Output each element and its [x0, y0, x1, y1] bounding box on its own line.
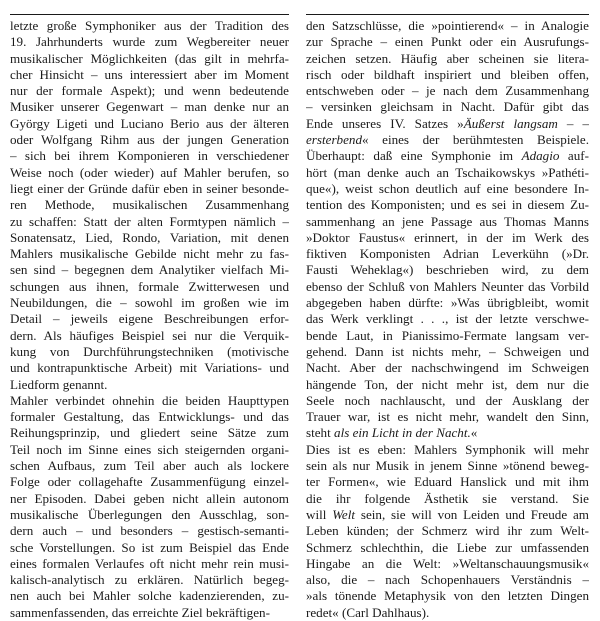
text-line: Reihungsprinzip, und gliedert seine Sätze zum: [10, 425, 289, 441]
text-line: Liedform genannt.: [10, 376, 108, 392]
text-line: Teil noch im Sinne eines sich steigernden organi-: [10, 441, 289, 457]
text-line: letzte große Symphoniker aus der Tradition des: [10, 18, 289, 33]
text-line: entschweben oder – je nach dem Zusammenhang: [306, 83, 589, 99]
text-line: – sich bei ihrem Komponieren in verschiedener: [10, 148, 289, 164]
text-line: Leben künden; der Schmerz wird ihr zum Welt-: [306, 523, 589, 539]
text-line: eines formalen Verlaufes oft nicht mehr rein musi-: [10, 555, 289, 571]
text-line: cher Hinsicht – uns interessiert aber im Moment: [10, 66, 289, 82]
text-line: György Ligeti und Luciano Berio aus der älteren: [10, 115, 289, 131]
text-line: den Satzschlüsse, die »pointierend« – in Analogie: [306, 18, 589, 33]
text-line: zu schaffen: Statt der alten Formtypen nämlich –: [10, 213, 289, 229]
text-line: 19. Jahrhunderts wurde zum Wegbereiter neuer: [10, 34, 289, 50]
text-line: musikalischer Möglichkeiten (das gilt in mehrfa-: [10, 50, 289, 66]
right-text-column: [306, 18, 589, 621]
text-line: Nacht. Aber der nachschwingend im Schweigen: [306, 360, 589, 376]
text-line: schen Aufbaus, zum Teil aber auch als lockere: [10, 458, 289, 474]
text-line: nur der formale Aspekt); und wenn bedeutende: [10, 83, 289, 99]
text-line: tention des Komponisten; und es sei in diesem Zu-: [306, 197, 589, 213]
text-line: »als tönende Metaphysik von den letzten Dingen: [306, 588, 589, 604]
text-line: ner Episoden. Dabei geben nicht allein autonom: [10, 490, 289, 506]
text-line: hört (man denke auch an Tschaikowskys »Pathéti-: [306, 164, 589, 180]
text-line: Sonatensatz, Lied, Rondo, Variation, mit denen: [10, 229, 289, 245]
text-line: ebenso der Schluß von Mahlers Neunter das Vorbild: [306, 278, 589, 294]
text-line: will Welt sein, sie will von Leiden und Freude am: [306, 506, 589, 522]
left-text-column: [10, 18, 289, 621]
text-line: ter Formen«, wie Eduard Hanslick und mit ihm: [306, 474, 589, 490]
text-line: Folge oder collagehafte Zusammenfügung einzel-: [10, 474, 289, 490]
text-line: das Werk verklingt . . ., ist der letzte verschwe-: [306, 311, 589, 327]
text-line: que«), weist schon deutlich auf eine besondere In-: [306, 180, 589, 196]
text-line: Überhaupt: daß eine Symphonie im Adagio auf-: [306, 148, 589, 164]
text-line: sen sind – begegnen dem Analytiker vielfach Mi-: [10, 262, 289, 278]
text-line: ersterbend« eines der berühmtesten Beispiele.: [306, 132, 589, 148]
text-line: die ihr folgende Ästhetik sie verstand. Sie: [306, 490, 589, 506]
text-line: dern. Als häufiges Beispiel sei nur die Verquik-: [10, 327, 289, 343]
text-line: Detail – jeweils eigene Beschreibungen erfor-: [10, 311, 289, 327]
text-line: kalisch-analytisch zu erklären. Natürlich begeg-: [10, 572, 289, 588]
top-rule-left: [10, 14, 289, 15]
text-line: bende Laut, in Pianissimo-Fermate langsam ver-: [306, 327, 589, 343]
text-line: Neubildungen, die – sowohl im großen wie im: [10, 295, 289, 311]
text-line: Seele noch nachlauscht, und der Ausklang der: [306, 392, 589, 408]
text-line: musikalische Überlegungen den Ausschlag, son-: [10, 506, 289, 522]
text-line: Ende unseres IV. Satzes »Äußerst langsam – –: [306, 115, 589, 131]
text-line: ren Methode, musikalischen Zusammenhang: [10, 197, 289, 213]
text-line: kung von Durchführungstechniken (motivische: [10, 343, 289, 359]
text-line: sammenfassenden, das erreichte Ziel bekräftigen-: [10, 604, 270, 620]
text-line: hängende Ton, der nicht mehr ist, dem nur die: [306, 376, 589, 392]
text-line: sein als nur Musik in jenem Sinne »tönend beweg-: [306, 458, 589, 474]
text-line: gehend. Dann ist nichts mehr, – Schweigen und: [306, 343, 589, 359]
text-line: Dies ist es eben: Mahlers Symphonik will mehr: [306, 441, 589, 457]
text-line: nen auch bei Mahler solche kadenzierenden, zu-: [10, 588, 289, 604]
text-line: und kontrapunktische Arbeit) mit Variations- und: [10, 360, 289, 376]
text-line: »Doktor Faustus« erinnert, in der im Werk des: [306, 229, 589, 245]
text-line: risch oder bildhaft inspiriert und bleiben offen,: [306, 66, 589, 82]
text-line: schungen aus ihnen, formale Zwitterwesen und: [10, 278, 289, 294]
text-line: zeichen setzen. Häufig aber scheinen sie literа-: [306, 50, 589, 66]
text-line: sammenhang an jene Passage aus Thomas Manns: [306, 213, 589, 229]
text-line: formaler Gestaltung, das Entwicklungs- und das: [10, 409, 289, 425]
text-line: Musiker unserer Gegenwart – man denke nur an: [10, 99, 289, 115]
text-line: sche Vorstellungen. So ist zum Beispiel das Ende: [10, 539, 289, 555]
text-line: Hingabe an die Welt: »Weltanschauungsmusik«: [306, 555, 589, 571]
text-line: Mahlers musikalische Gebilde nicht mehr zu fas-: [10, 246, 289, 262]
text-line: oder Wolfgang Rihm aus der jungen Generation: [10, 132, 289, 148]
text-line: Weise noch (oder wieder) auf Mahler berufen, so: [10, 164, 289, 180]
text-line: fiktiven Komponisten Adrian Leverkühn (»Dr.: [306, 246, 589, 262]
text-line: Fausti Weheklag«) beschrieben wird, zu dem: [306, 262, 589, 278]
top-rule-right: [306, 14, 589, 15]
text-line: also, die – nach Schopenhauers Verständnis –: [306, 572, 589, 588]
text-line: liegt einer der Gründe dafür eben in seiner besonde-: [10, 180, 289, 196]
text-line: Schmerz schlechthin, die Liebe zur umfassenden: [306, 539, 589, 555]
text-line: steht als ein Licht in der Nacht.«: [306, 425, 478, 441]
text-line: dern auch – und besonders – gestisch-semanti-: [10, 523, 289, 539]
text-line: abgegeben haben dürfte: »Was übrigbleibt, womit: [306, 295, 589, 311]
text-line: Trauer war, ist es nicht mehr, wandelt den Sinn,: [306, 409, 589, 425]
text-line: – versinken gleichsam in Nacht. Dafür gibt das: [306, 99, 589, 115]
text-line: redet« (Carl Dahlhaus).: [306, 604, 430, 620]
text-line: zur Sprache – einen Punkt oder ein Ausrufungs-: [306, 34, 589, 50]
text-line: Mahler verbindet ohnehin die beiden Haupttypen: [10, 392, 289, 408]
